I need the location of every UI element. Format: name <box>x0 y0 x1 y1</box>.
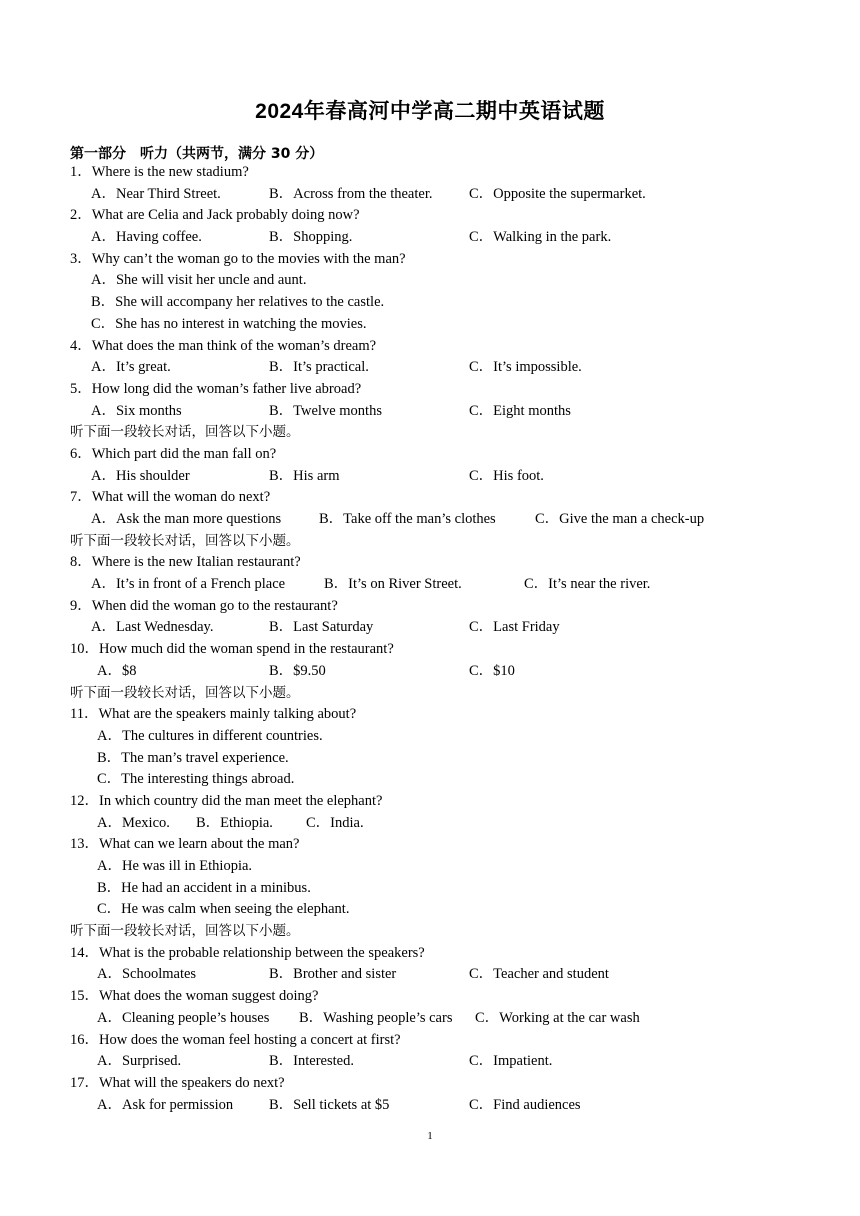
answer-options-row <box>70 813 830 835</box>
answer-option: C．The interesting things abroad. <box>97 771 295 788</box>
answer-option: C．Last Friday <box>469 619 560 636</box>
section-instruction: 听下面一段较长对话，回答以下小题。 <box>70 684 300 701</box>
answer-option: A．Last Wednesday. <box>91 619 214 636</box>
answer-option: A．Near Third Street. <box>91 185 221 202</box>
section-instruction: 听下面一段较长对话，回答以下小题。 <box>70 424 300 441</box>
page-number: 1 <box>427 1130 433 1142</box>
answer-options-row <box>70 466 830 488</box>
answer-option: A．It’s great. <box>91 359 171 376</box>
answer-option: B．It’s on River Street. <box>324 576 462 593</box>
question-stem: 8．Where is the new Italian restaurant? <box>70 554 301 571</box>
answer-option: B．Across from the theater. <box>269 185 433 202</box>
answer-option: B．Take off the man’s clothes <box>319 511 496 527</box>
answer-option: A．Six months <box>91 402 182 419</box>
answer-option: C．$10 <box>469 662 515 679</box>
question-stem: 16．How does the woman feel hosting a concert at first? <box>70 1031 401 1048</box>
answer-option: B．The man’s travel experience. <box>97 749 289 766</box>
answer-options-row <box>70 1051 830 1073</box>
answer-option: C．It’s impossible. <box>469 359 582 376</box>
answer-option: C．India. <box>306 814 364 831</box>
answer-option: B．Interested. <box>269 1053 354 1070</box>
section-instruction: 听下面一段较长对话，回答以下小题。 <box>70 532 300 549</box>
answer-option: B．Last Saturday <box>269 619 374 636</box>
answer-option: B．Twelve months <box>269 402 382 419</box>
answer-option: A．Schoolmates <box>97 966 197 983</box>
answer-options-row <box>70 227 830 249</box>
answer-options-row <box>70 574 830 596</box>
answer-option: B．His arm <box>269 467 340 484</box>
answer-option: A．She will visit her uncle and aunt. <box>91 272 307 289</box>
answer-option: C．Opposite the supermarket. <box>469 185 646 202</box>
answer-option: A．Mexico. <box>97 814 170 831</box>
question-stem: 17．What will the speakers do next? <box>70 1074 285 1091</box>
answer-options-row <box>70 184 830 206</box>
page-title: 2024年春高河中学高二期中英语试题 <box>255 100 605 123</box>
answer-option: C．Give the man a check-up <box>535 511 705 527</box>
answer-option: A．Ask for permission <box>97 1096 234 1113</box>
answer-option: A．Surprised. <box>97 1053 182 1070</box>
answer-option: B．$9.50 <box>269 662 326 679</box>
answer-option: A．His shoulder <box>91 467 190 484</box>
question-stem: 11．What are the speakers mainly talking about? <box>70 706 357 723</box>
answer-option: C．Eight months <box>469 402 571 419</box>
answer-option: C．Teacher and student <box>469 966 609 983</box>
question-stem: 1．Where is the new stadium? <box>70 164 249 180</box>
answer-option: C．Impatient. <box>469 1053 553 1070</box>
answer-options-row <box>70 1095 830 1117</box>
question-stem: 3．Why can’t the woman go to the movies with the man? <box>70 250 406 267</box>
answer-options-row <box>70 357 830 379</box>
answer-option: B．She will accompany her relatives to the castle. <box>91 294 385 311</box>
answer-options-row <box>70 617 830 639</box>
answer-option: C．He was calm when seeing the elephant. <box>97 901 350 918</box>
question-stem: 4．What does the man think of the woman’s dream? <box>70 337 377 354</box>
answer-option: C．Find audiences <box>469 1096 581 1113</box>
answer-option: B．Ethiopia. <box>196 814 273 831</box>
question-stem: 13．What can we learn about the man? <box>70 836 300 853</box>
answer-option: C．Working at the car wash <box>475 1009 640 1026</box>
question-stem: 2．What are Celia and Jack probably doing now? <box>70 207 360 224</box>
answer-option: A．He was ill in Ethiopia. <box>97 858 253 874</box>
question-list <box>70 162 830 1116</box>
answer-option: C．Walking in the park. <box>469 229 612 246</box>
answer-options-row <box>70 401 830 423</box>
answer-options-row <box>70 661 830 683</box>
question-stem: 12．In which country did the man meet the elephant? <box>70 792 383 809</box>
question-stem: 14．What is the probable relationship between the speakers? <box>70 944 425 961</box>
answer-option: A．Having coffee. <box>91 229 202 246</box>
answer-option: A．Ask the man more questions <box>91 511 282 527</box>
answer-option: B．Shopping. <box>269 229 353 246</box>
question-stem: 15．What does the woman suggest doing? <box>70 988 319 1005</box>
answer-options-row <box>70 964 830 986</box>
answer-option: C．It’s near the river. <box>524 576 651 593</box>
answer-option: A．$8 <box>97 662 137 679</box>
answer-options-row <box>70 509 830 531</box>
question-stem: 9．When did the woman go to the restaurant? <box>70 597 338 614</box>
answer-option: C．She has no interest in watching the movies. <box>91 315 367 332</box>
answer-option: A．The cultures in different countries. <box>97 727 323 744</box>
section-instruction: 听下面一段较长对话，回答以下小题。 <box>70 923 300 940</box>
answer-option: C．His foot. <box>469 467 544 484</box>
answer-option: B．He had an accident in a minibus. <box>97 879 311 896</box>
question-stem: 6．Which part did the man fall on? <box>70 445 277 462</box>
answer-option: B．Sell tickets at $5 <box>269 1096 390 1113</box>
question-stem: 10．How much did the woman spend in the restaurant? <box>70 641 394 658</box>
question-stem: 5．How long did the woman’s father live abroad? <box>70 380 362 397</box>
answer-options-row <box>70 1008 830 1030</box>
section-heading: 第一部分 听力（共两节，满分 30 分） <box>70 146 324 162</box>
answer-option: A．It’s in front of a French place <box>91 576 286 593</box>
answer-option: B．It’s practical. <box>269 359 369 376</box>
question-stem: 7．What will the woman do next? <box>70 489 271 506</box>
answer-option: A．Cleaning people’s houses <box>97 1009 270 1026</box>
answer-option: B．Brother and sister <box>269 966 397 983</box>
answer-option: B．Washing people’s cars <box>299 1009 453 1026</box>
